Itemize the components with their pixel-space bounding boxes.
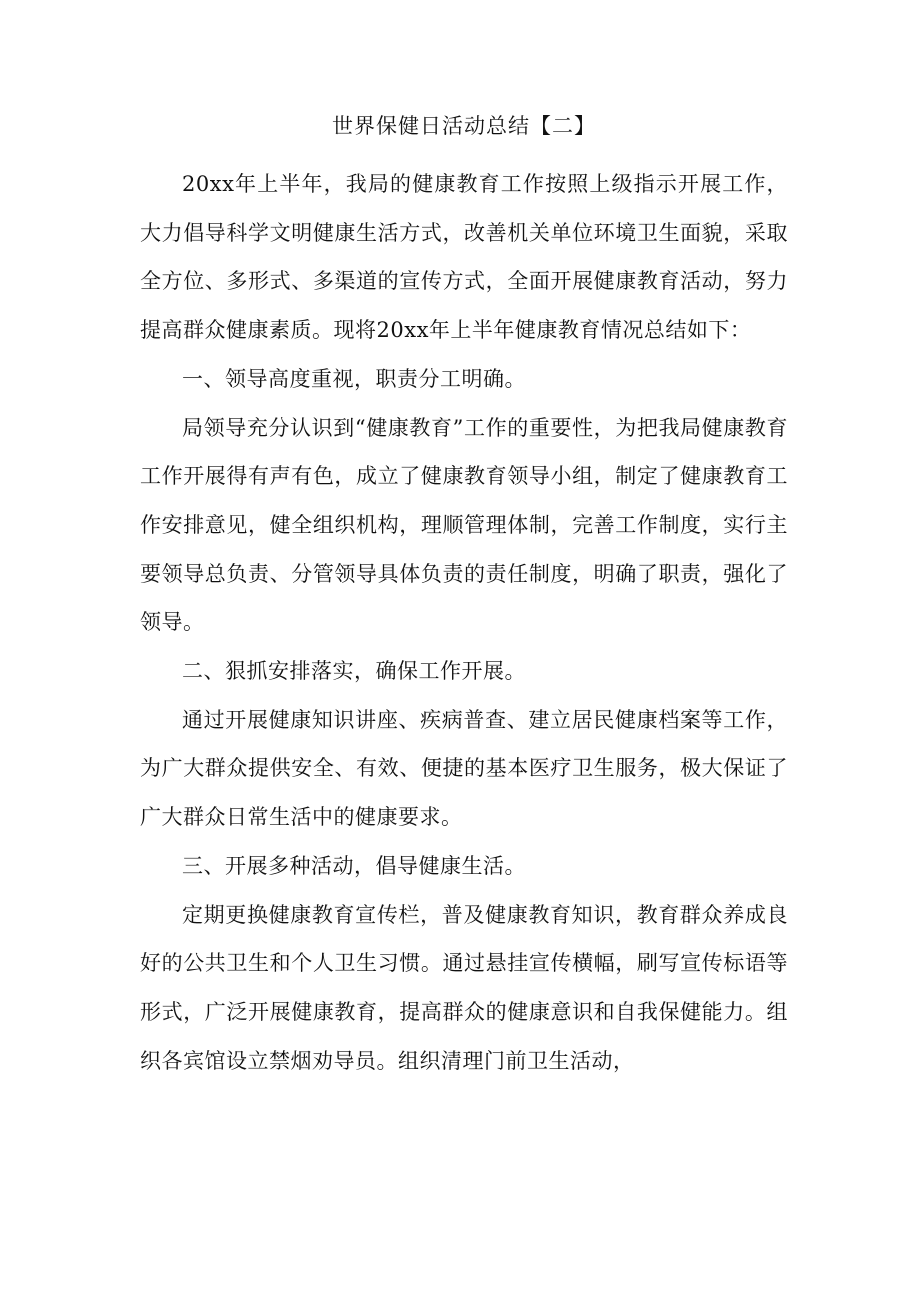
paragraph-section-1: 局领导充分认识到“健康教育”工作的重要性，为把我局健康教育工作开展得有声有色，成立了健康教育领导小组，制定了健康教育工作安排意见，健全组织机构，理顺管理体制，完善工作制度，实行主要领导总负责、分管领导具体负责的责任制度，明确了职责，强化了领导。: [140, 415, 788, 635]
section-heading-2: 二、狠抓安排落实，确保工作开展。: [182, 659, 526, 684]
paragraph-section-2: 通过开展健康知识讲座、疾病普查、建立居民健康档案等工作，为广大群众提供安全、有效、便捷的基本医疗卫生服务，极大保证了广大群众日常生活中的健康要求。: [140, 707, 788, 830]
section-heading-3: 三、开展多种活动，倡导健康生活。: [182, 853, 526, 878]
paragraph-section-3: 定期更换健康教育宣传栏，普及健康教育知识，教育群众养成良好的公共卫生和个人卫生习惯。通过悬挂宣传横幅，刷写宣传标语等形式，广泛开展健康教育，提高群众的健康意识和自我保健能力。组织各宾馆设立禁烟劝导员。组织清理门前卫生活动，: [140, 902, 788, 1073]
document-body: [140, 112, 788, 1085]
section-heading-1: 一、领导高度重视，职责分工明确。: [182, 366, 526, 391]
document-title: 世界保健日活动总结【二】: [332, 114, 596, 138]
paragraph-intro: 20xx年上半年，我局的健康教育工作按照上级指示开展工作，大力倡导科学文明健康生活方式，改善机关单位环境卫生面貌，采取全方位、多形式、多渠道的宣传方式，全面开展健康教育活动，努力提高群众健康素质。现将20xx年上半年健康教育情况总结如下：: [140, 172, 788, 343]
